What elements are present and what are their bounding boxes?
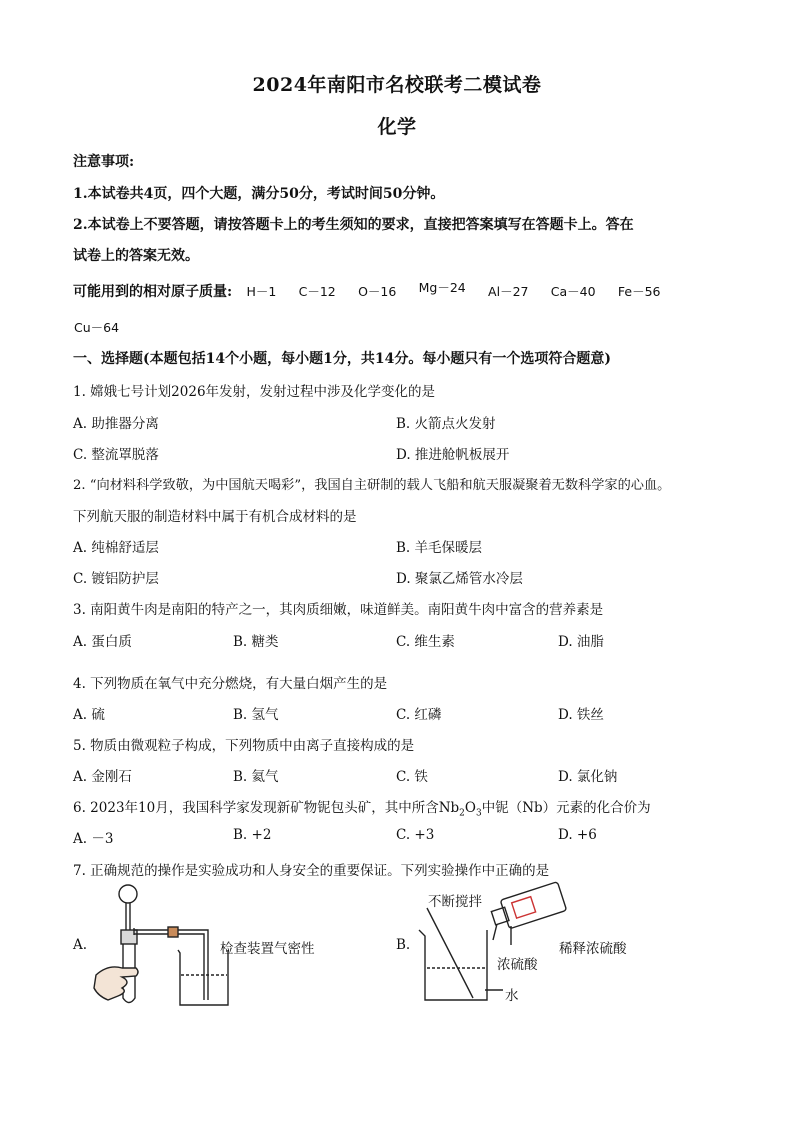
note-2: 2.本试卷上不要答题，请按答题卡上的考生须知的要求，直接把答案填写在答题卡上。答在 <box>73 217 634 233</box>
q2-option-c[interactable]: C. 镀铝防护层 <box>73 571 159 587</box>
q2-option-d[interactable]: D. 聚氯乙烯管水冷层 <box>396 571 523 587</box>
figure-a-caption: 检查装置气密性 <box>220 941 315 957</box>
mass-c: C－12 <box>298 284 336 299</box>
q3-option-a[interactable]: A. 蛋白质 <box>73 634 132 650</box>
mass-o: O－16 <box>358 284 397 299</box>
q5-stem: 5. 物质由微观粒子构成，下列物质中由离子直接构成的是 <box>73 738 415 754</box>
funnel-bulb <box>119 885 137 903</box>
q5-option-c[interactable]: C. 铁 <box>396 769 428 785</box>
mass-cu: Cu－64 <box>74 320 120 335</box>
q2-option-a[interactable]: A. 纯棉舒适层 <box>73 540 159 556</box>
q4-option-b[interactable]: B. 氢气 <box>233 707 279 723</box>
section1-heading: 一、选择题(本题包括14个小题，每小题1分，共14分。每小题只有一个选项符合题意) <box>73 351 611 367</box>
q6-option-a[interactable]: A. －3 <box>73 831 114 847</box>
q4-option-a[interactable]: A. 硫 <box>73 707 105 723</box>
q6-option-b[interactable]: B. +2 <box>233 827 272 843</box>
mass-ca: Ca－40 <box>550 284 596 299</box>
figure-b-caption: 稀释浓硫酸 <box>559 941 627 957</box>
q2-stem: 2. “向材料科学致敬，为中国航天喝彩”，我国自主研制的载人飞船和航天服凝聚着无数科学家的心血。 <box>73 478 671 493</box>
q2-option-b[interactable]: B. 羊毛保暖层 <box>396 540 483 556</box>
q1-option-a[interactable]: A. 助推器分离 <box>73 416 159 432</box>
figure-a-airtightness <box>88 880 238 1015</box>
note-1: 1.本试卷共4页，四个大题，满分50分，考试时间50分钟。 <box>73 186 445 202</box>
mass-fe: Fe－56 <box>617 284 661 299</box>
notes-heading: 注意事项: <box>73 154 135 170</box>
mass-h: H－1 <box>246 284 277 299</box>
atomic-mass-line <box>73 281 660 301</box>
q1-option-c[interactable]: C. 整流罩脱落 <box>73 447 159 463</box>
glass-rod <box>427 908 473 998</box>
q6-sub-2: 3 <box>475 808 482 819</box>
mass-al: Al－27 <box>488 284 529 299</box>
subject-title: 化学 <box>377 116 417 138</box>
q3-option-c[interactable]: C. 维生素 <box>396 634 455 650</box>
q6-stem-post: 中铌（Nb）元素的化合价为 <box>481 800 651 816</box>
mass-mg: Mg－24 <box>418 280 466 295</box>
q5-option-d[interactable]: D. 氯化钠 <box>558 769 618 785</box>
exam-title: 2024年南阳市名校联考二模试卷 <box>252 74 542 96</box>
note-2-cont: 试卷上的答案无效。 <box>73 248 199 264</box>
q5-option-b[interactable]: B. 氦气 <box>233 769 279 785</box>
q6-option-d[interactable]: D. +6 <box>558 827 597 843</box>
q3-stem: 3. 南阳黄牛肉是南阳的特产之一，其肉质细嫩，味道鲜美。南阳黄牛肉中富含的营养素是 <box>73 602 604 618</box>
q4-option-c[interactable]: C. 红磷 <box>396 707 442 723</box>
q2-stem-cont: 下列航天服的制造材料中属于有机合成材料的是 <box>73 509 357 525</box>
q6-option-c[interactable]: C. +3 <box>396 827 435 843</box>
figure-b-water-label: 水 <box>505 988 519 1004</box>
q6-stem <box>73 796 651 819</box>
q1-option-d[interactable]: D. 推进舱帆板展开 <box>396 447 510 463</box>
q3-option-b[interactable]: B. 糖类 <box>233 634 279 650</box>
q4-option-d[interactable]: D. 铁丝 <box>558 707 604 723</box>
q1-stem: 1. 嫦娥七号计划2026年发射，发射过程中涉及化学变化的是 <box>73 384 436 400</box>
figure-b-acid-label: 浓硫酸 <box>497 957 538 973</box>
hand <box>94 967 138 1000</box>
q4-stem: 4. 下列物质在氧气中充分燃烧，有大量白烟产生的是 <box>73 676 388 692</box>
figure-b-stir-label: 不断搅拌 <box>428 894 482 910</box>
q7-option-a[interactable]: A. <box>73 937 88 953</box>
q1-option-b[interactable]: B. 火箭点火发射 <box>396 416 496 432</box>
reagent-bottle <box>489 882 567 933</box>
q6-stem-pre: 6. 2023年10月，我国科学家发现新矿物铌包头矿，其中所含Nb <box>73 800 460 816</box>
q3-option-d[interactable]: D. 油脂 <box>558 634 604 650</box>
q7-stem: 7. 正确规范的操作是实验成功和人身安全的重要保证。下列实验操作中正确的是 <box>73 863 550 879</box>
q6-sub-1: 2 <box>459 808 465 819</box>
q6-stem-mid: O <box>464 800 476 816</box>
beaker-b <box>419 930 487 1000</box>
atomic-mass-label: 可能用到的相对原子质量: <box>73 284 233 300</box>
q5-option-a[interactable]: A. 金刚石 <box>73 769 132 785</box>
q7-option-b[interactable]: B. <box>396 937 411 953</box>
beaker <box>178 950 228 1005</box>
